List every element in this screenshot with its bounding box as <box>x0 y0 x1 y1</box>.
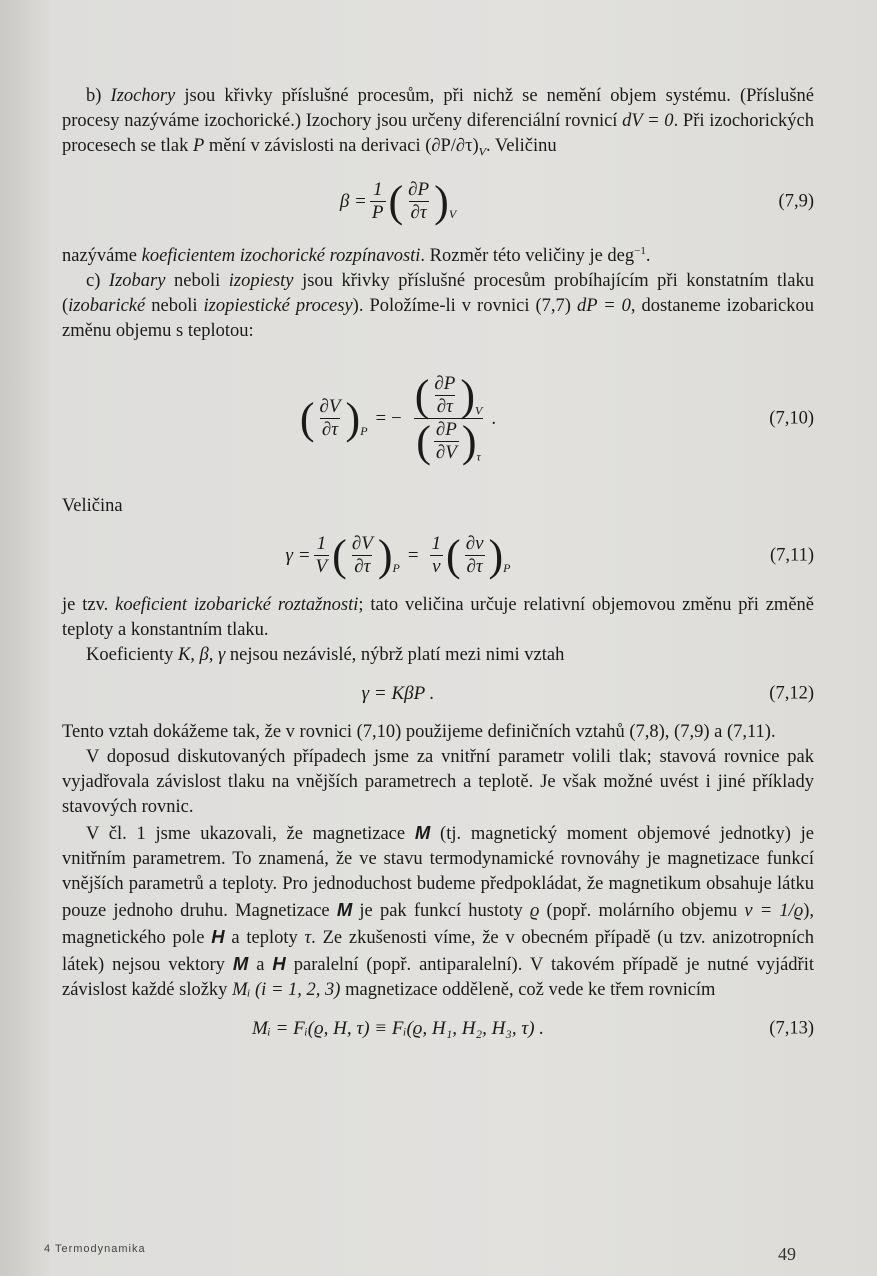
equation-number: (7,11) <box>769 545 814 566</box>
paragraph-magnetizace: V čl. 1 jsme ukazovali, že magnetizace M (tj. magnetický moment objemové jednotky) je vnitřním parametrem. To znamená, že ve stavu termodynamické rovnováhy je magnetizace funkcí vnějších parametrů a teploty. Pro jednoduchost budeme předpokládat, že magnetikum obsahuje látku pouze jednoho druhu. Magnetizace M je pak funkcí hustoty ϱ (popř. molárního objemu v = 1/ϱ), magnetického pole H a teploty τ. Ze zkušenosti víme, že v obecném případě (u tzv. anizotropních látek) nejsou vektory M a H paralelní (popř. antiparalelní). V takovém případě je nutné vyjádřit závislost každé složky Mᵢ (i = 1, 2, 3) magnetizace odděleně, což vede ke třem rovnicím <box>62 821 814 1000</box>
paragraph-izobary: c) Izobary neboli izopiesty jsou křivky příslušné procesům probíhajícím při konstatním tlaku (izobarické neboli izopiestické procesy). Položíme-li v rovnici (7,7) dP = 0, dostaneme izobarickou změnu objemu s teplotou: <box>62 270 815 341</box>
paragraph-koeficient-izobaricke: je tzv. koeficient izobarické roztažnosti; tato veličina určuje relativní objemovou změnu při změně teploty a konstantním tlaku. <box>62 594 814 640</box>
equation-7-12: γ = KβP . (7,12) <box>361 683 814 705</box>
equation-number: (7,9) <box>778 191 814 212</box>
page-number: 49 <box>778 1244 796 1264</box>
paragraph-koeficient-izochoricke: nazýváme koeficientem izochorické rozpínavosti. Rozměr této veličiny je deg$^{-1}$. <box>62 244 651 266</box>
paragraph-doposud: V doposud diskutovaných případech jsme za vnitřní parametr volili tlak; stavová rovnice pak vyjadřovala závislost tlaku na vnějších parametrech a teplotě. Je však možné uvést i jiné příklady stavových rovnic. <box>62 746 814 817</box>
body-text <box>62 84 814 1055</box>
equation-7-13: Mᵢ = Fᵢ(ϱ, H, τ) ≡ Fᵢ(ϱ, H₁, H₂, H₃, τ) . (7,13) <box>251 1018 814 1040</box>
paragraph-velicina: Veličina <box>62 495 123 516</box>
equation-7-9: β = $\frac{1}{P}$ ( $\frac{\partial P}{\partial\tau}$ ) $_V$ (7,9) <box>339 176 814 226</box>
equation-number: (7,10) <box>769 408 814 429</box>
equation-7-10: ( $\frac{\partial V}{\partial\tau}$ ) $_P$ = − ( $\frac{\partial P}{\partial\tau}$ ) $_V$ ( $\frac{\partial P}{\partial V}$ ) $_\tau$ . (7,10) <box>299 370 814 466</box>
equation-number: (7,12) <box>769 683 814 704</box>
paragraph-koeficienty: Koeficienty K, β, γ nejsou nezávislé, nýbrž platí mezi nimi vztah <box>86 644 565 665</box>
term-izochory: Izochory <box>110 86 176 106</box>
equation-number: (7,13) <box>769 1018 814 1039</box>
paragraph-izochory: b) Izochory jsou křivky příslušné procesům, při nichž se nemění objem systému. (Příslušné procesy nazýváme izochorické.) Izochory jsou určeny diferenciální rovnicí dV = 0. Při izochorických procesech se tlak P mění v závislosti na derivaci $(\partial P/\partial\tau)_V$. Veličinu <box>62 86 815 159</box>
paragraph-tento-vztah: Tento vztah dokážeme tak, že v rovnici (7,10) použijeme definičních vztahů (7,8), (7,9) a (7,11). <box>62 721 776 742</box>
footer-signature: 4 Termodynamika <box>44 1243 146 1255</box>
equation-7-11: γ = $\frac{1}{V}$ ( $\frac{\partial V}{\partial\tau}$ ) $_P$ = $\frac{1}{v}$ ( $\frac{\partial v}{\partial\tau}$ ) $_P$ (7,11) <box>285 530 814 580</box>
